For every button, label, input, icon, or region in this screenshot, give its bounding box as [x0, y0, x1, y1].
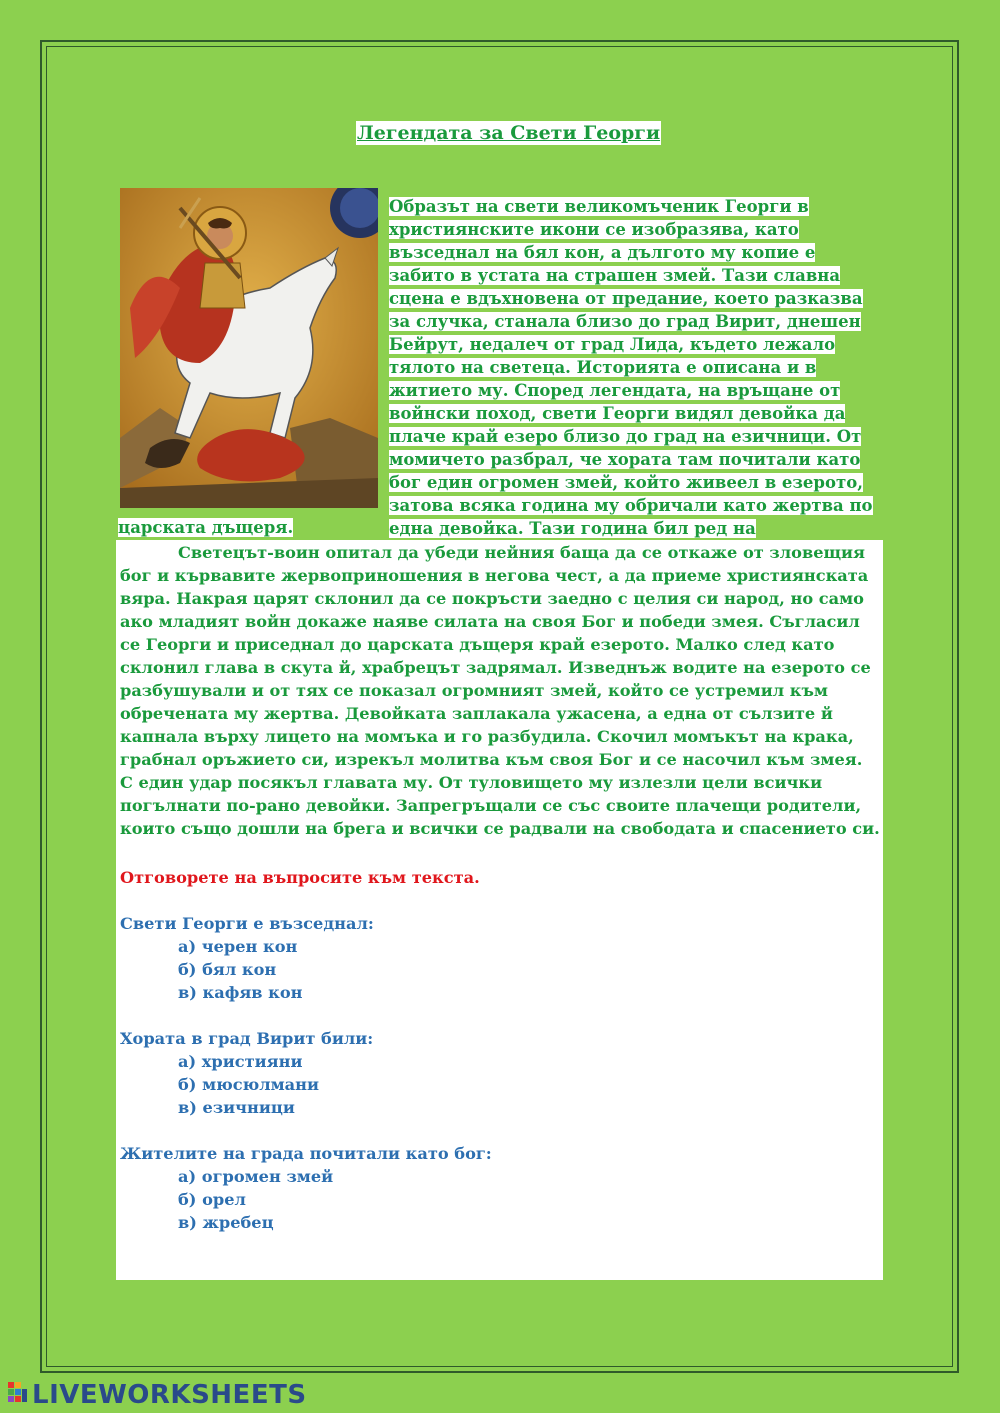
answer-option[interactable]: в) езичници [178, 1098, 295, 1117]
page-title: Легендата за Свети Георги [357, 122, 661, 144]
intro-text: Образът на свети великомъченик Георги в християнските икони се изобразява, като възседнал на бял кон, а дългото му копие е забито в устата на страшен змей. Тази славна сцена е вдъхновена от предание, което разказва за случка, станала близо до град Вирит, днешен Бейрут, недалеч от град Лида, където лежало тялото на светеца. Историята е описана и в житието му. Според легендата, на връщане от войнски поход, свети Георги видял девойка да плаче край езеро близо до град на езичници. От момичето разбрал, че хората там почитали като бог един огромен змей, който живеел в езерото, затова всяка година му обричали като жертва по една девойка. Тази година бил ред на [389, 197, 873, 538]
intro-tail-text: царската дъщеря. [118, 518, 294, 537]
story-paragraph [120, 541, 880, 840]
question-3 [120, 1142, 492, 1234]
liveworksheets-logo-icon [8, 1382, 28, 1408]
answer-option[interactable]: а) християни [178, 1052, 303, 1071]
answer-option[interactable]: в) жребец [178, 1213, 274, 1232]
question-text: Жителите на града почитали като бог: [120, 1144, 492, 1163]
instruction-text: Отговорете на въпросите към текста. [120, 868, 480, 887]
story-text: Светецът-воин опитал да убеди нейния баща да се откаже от зловещия бог и кървавите жервоприношения в негова чест, а да приеме християнската вяра. Накрая царят склонил да се покръсти заедно с целия си народ, но само ако младият войн докаже наяве силата на своя Бог и победи змея. Съгласил се Георги и приседнал до царската дъщеря край езерото. Малко след като склонил глава в скута й, храбрецът задрямал. Изведнъж водите на езерото се разбушували и от тях се показал огромният змей, който се устремил към обречената му жертва. Девойката заплакала ужасена, а една от сълзите й капнала върху лицето на момъка и го разбудила. Скочил момъкът на крака, грабнал оръжието си, изрекъл молитва към своя Бог и се насочил към змея. С един удар посякъл главата му. От туловището му излезли цели всички погълнати по-рано девойки. Запрегръщали се със своите плачещи родители, които също дошли на брега и всички се радвали на свободата и спасението си. [120, 543, 880, 838]
intro-paragraph [389, 195, 879, 540]
answer-option[interactable]: а) огромен змей [178, 1167, 334, 1186]
saint-george-icon-image [120, 188, 378, 508]
answer-option[interactable]: в) кафяв кон [178, 983, 303, 1002]
question-2 [120, 1027, 373, 1119]
liveworksheets-logo[interactable] [8, 1380, 307, 1410]
question-text: Хората в град Вирит били: [120, 1029, 374, 1048]
logo-text: LIVEWORKSHEETS [32, 1380, 307, 1410]
answer-option[interactable]: б) орел [178, 1190, 246, 1209]
intro-tail-line [118, 516, 293, 539]
question-1 [120, 912, 374, 1004]
answer-option[interactable]: а) черен кон [178, 937, 298, 956]
answer-option[interactable]: б) мюсюлмани [178, 1075, 320, 1094]
question-text: Свети Георги е възседнал: [120, 914, 374, 933]
answer-option[interactable]: б) бял кон [178, 960, 277, 979]
